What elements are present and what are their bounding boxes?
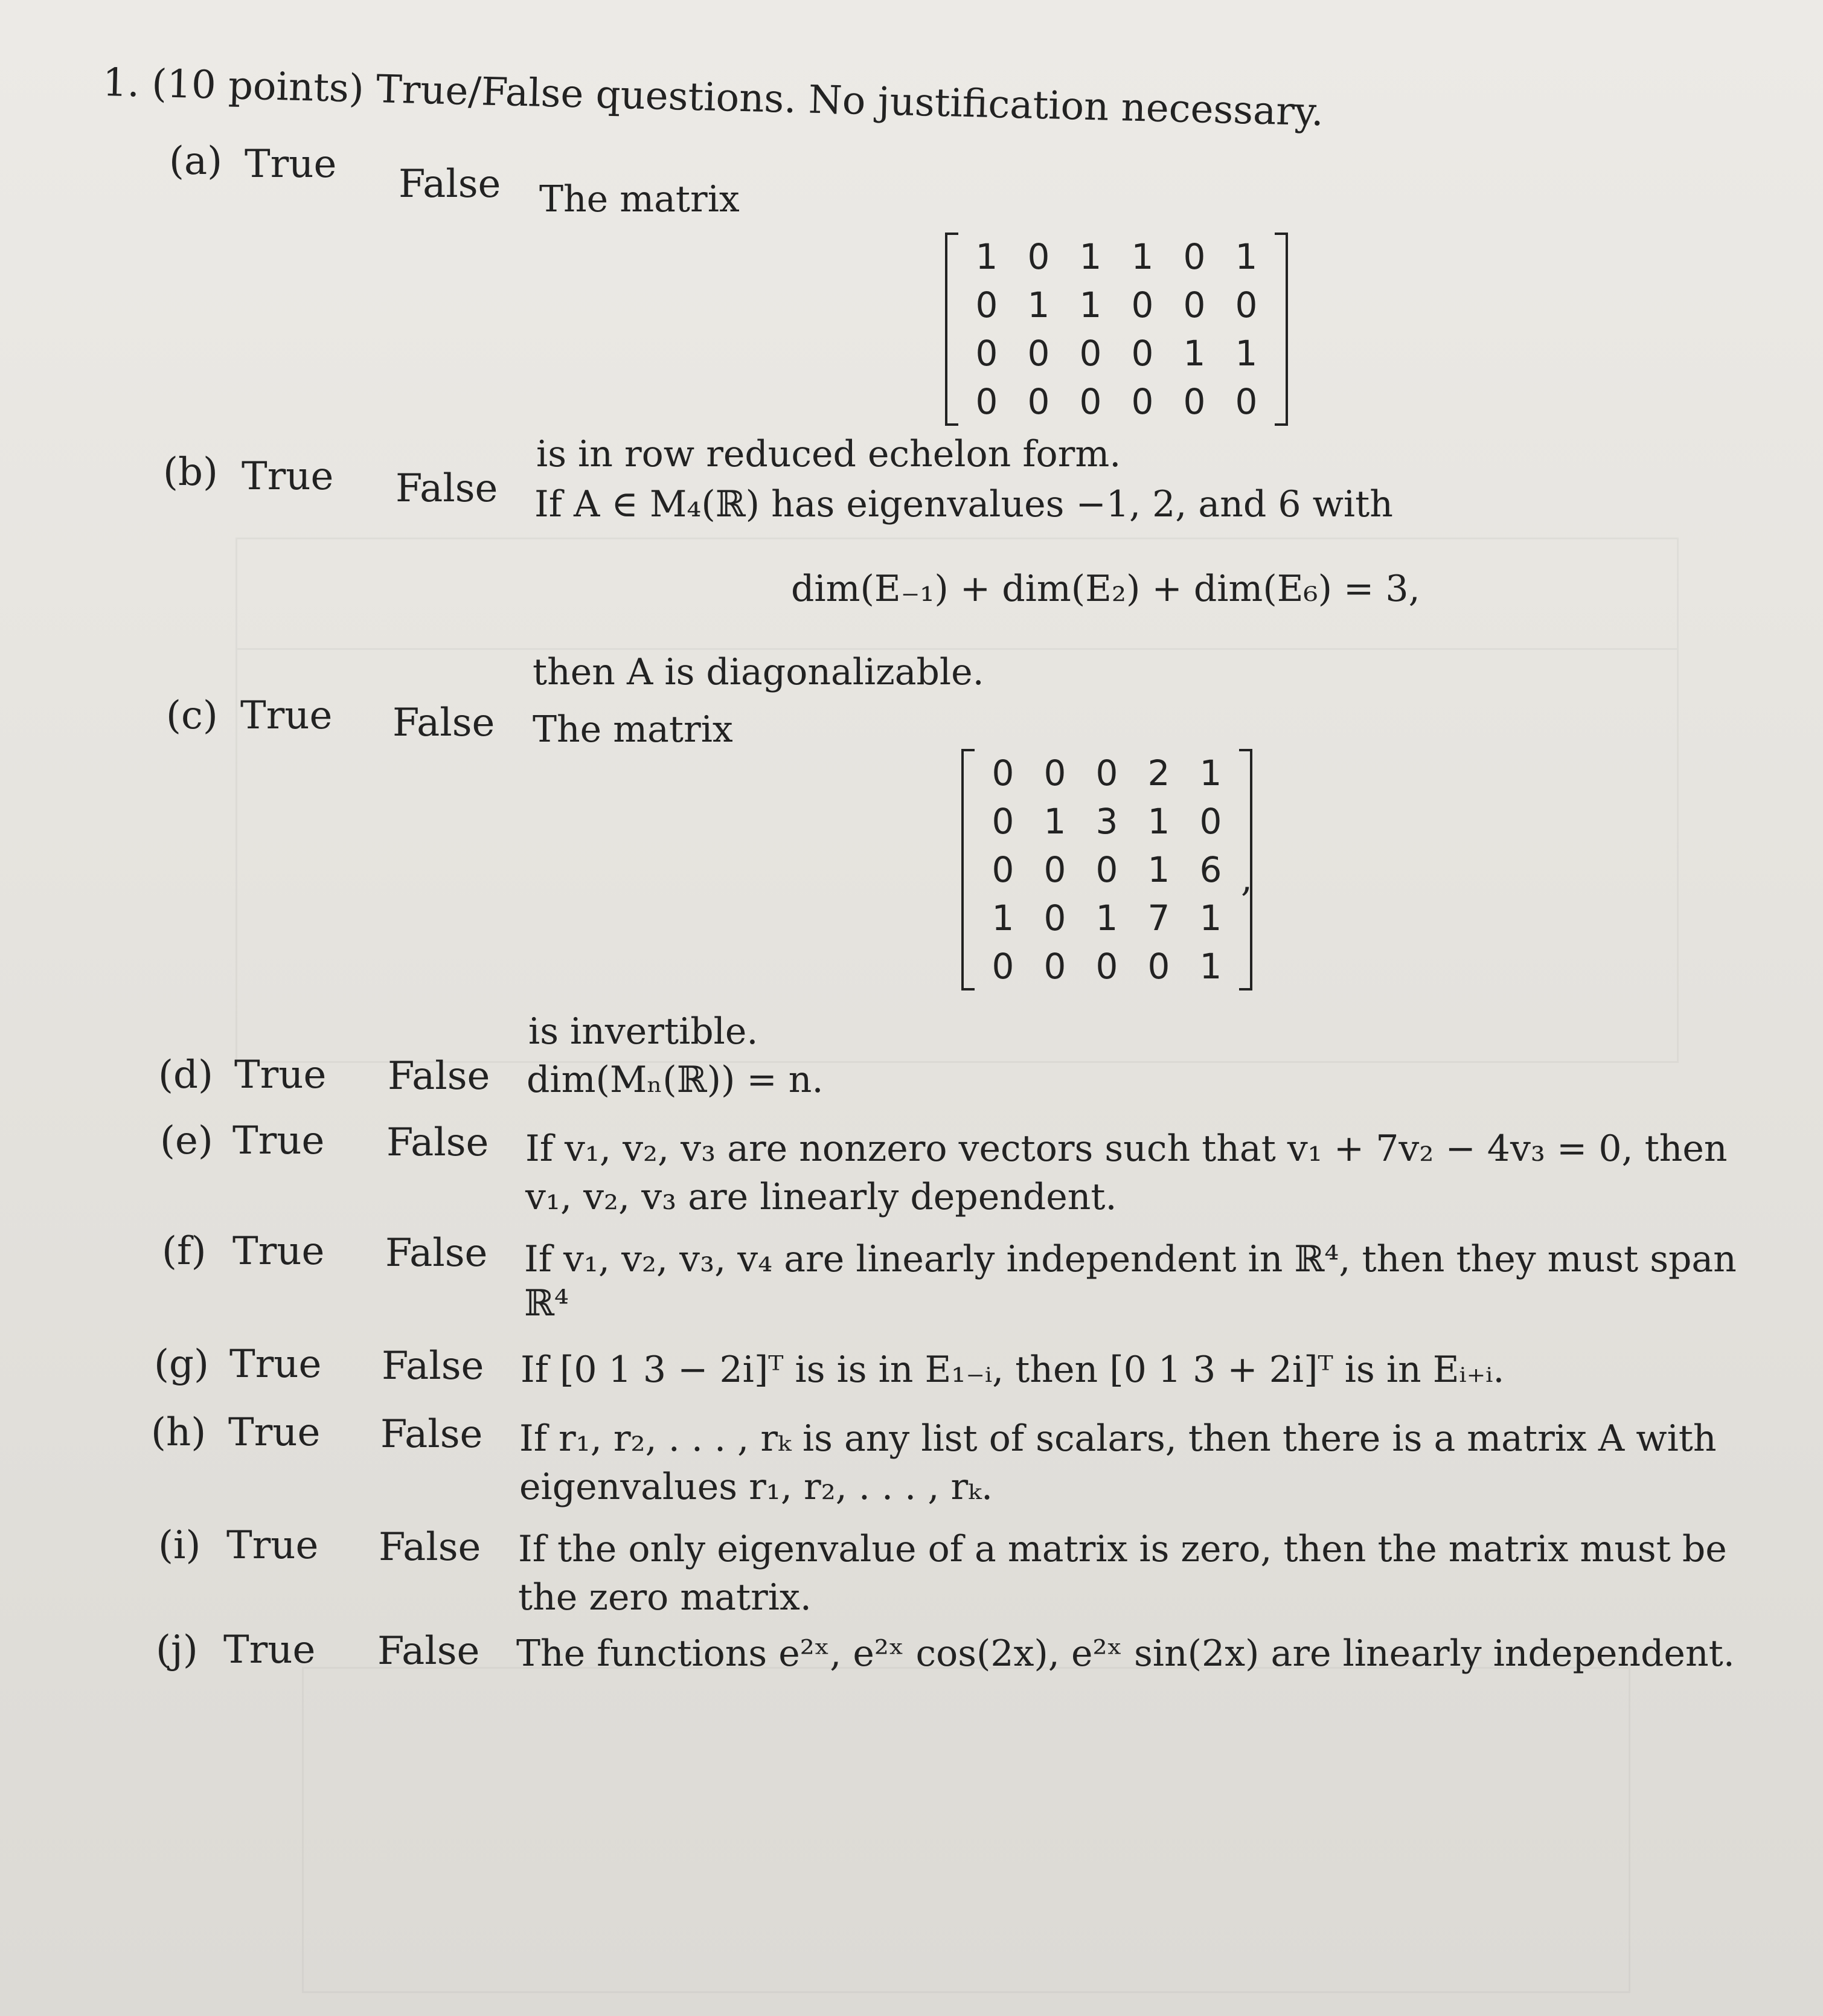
question-j-text: The functions e²ˣ, e²ˣ cos(2x), e²ˣ sin(2x) are linearly independent. bbox=[516, 1632, 1735, 1675]
question-a-matrix bbox=[945, 233, 1288, 426]
matrix-entry: 0 bbox=[1183, 284, 1206, 326]
matrix-entry: 0 bbox=[1027, 381, 1050, 422]
question-c-true-option[interactable]: True bbox=[240, 693, 333, 738]
matrix-entry: 0 bbox=[992, 849, 1014, 890]
question-e-text-2: v₁, v₂, v₃ are linearly dependent. bbox=[525, 1176, 1117, 1218]
matrix-entry: 0 bbox=[1235, 284, 1258, 326]
question-j-true-option[interactable]: True bbox=[223, 1628, 316, 1672]
question-a-text-after: is in row reduced echelon form. bbox=[536, 433, 1121, 475]
matrix-row bbox=[961, 377, 1272, 426]
question-i-text: If the only eigenvalue of a matrix is zero, then the matrix must be bbox=[518, 1528, 1727, 1570]
matrix-row bbox=[961, 281, 1272, 329]
matrix-row bbox=[977, 846, 1237, 894]
question-i-label: (i) bbox=[158, 1523, 201, 1568]
question-g-label: (g) bbox=[154, 1342, 209, 1387]
question-c-text: The matrix bbox=[533, 708, 733, 751]
matrix-entry: 0 bbox=[1043, 946, 1066, 987]
question-e-label: (e) bbox=[160, 1119, 213, 1163]
matrix-entry: 0 bbox=[1131, 284, 1154, 326]
matrix-left-bracket bbox=[945, 233, 958, 426]
question-d-true-option[interactable]: True bbox=[234, 1053, 327, 1097]
question-h-text-2: eigenvalues r₁, r₂, . . . , rₖ. bbox=[519, 1466, 993, 1508]
matrix-entry: 1 bbox=[1147, 801, 1170, 842]
matrix-entry: 0 bbox=[992, 753, 1014, 794]
question-d-text: dim(Mₙ(ℝ)) = n. bbox=[527, 1059, 824, 1101]
question-a-true-option[interactable]: True bbox=[245, 142, 337, 187]
question-e-text: If v₁, v₂, v₃ are nonzero vectors such that v₁ + 7v₂ − 4v₃ = 0, then bbox=[525, 1128, 1728, 1170]
matrix-entry: 0 bbox=[1199, 801, 1222, 842]
question-f-text-2: ℝ⁴ bbox=[524, 1282, 569, 1324]
question-b-label: (b) bbox=[163, 450, 218, 495]
matrix-entry: 0 bbox=[1027, 333, 1050, 374]
question-g-false-option[interactable]: False bbox=[382, 1344, 484, 1388]
question-d-label: (d) bbox=[158, 1053, 213, 1097]
matrix-entry: 1 bbox=[1235, 333, 1258, 374]
matrix-entry: 1 bbox=[992, 897, 1014, 939]
matrix-entry: 1 bbox=[1095, 897, 1118, 939]
matrix-entry: 1 bbox=[1027, 284, 1050, 326]
matrix-row bbox=[977, 894, 1237, 942]
matrix-row bbox=[977, 749, 1237, 797]
question-c-text-after: is invertible. bbox=[528, 1010, 758, 1053]
matrix-entry: 0 bbox=[1079, 333, 1102, 374]
matrix-entry: 0 bbox=[1131, 381, 1154, 422]
matrix-grid bbox=[977, 749, 1237, 990]
matrix-entry: 1 bbox=[975, 236, 998, 277]
matrix-entry: 1 bbox=[1199, 753, 1222, 794]
matrix-entry: 0 bbox=[1027, 236, 1050, 277]
question-b-true-option[interactable]: True bbox=[242, 454, 334, 499]
question-a-false-option[interactable]: False bbox=[399, 162, 501, 207]
matrix-entry: 1 bbox=[1079, 236, 1102, 277]
problem-title: 1. (10 points) True/False questions. No justification necessary. bbox=[102, 60, 1324, 135]
matrix-entry: 0 bbox=[1235, 381, 1258, 422]
question-h-true-option[interactable]: True bbox=[228, 1410, 321, 1455]
question-h-text: If r₁, r₂, . . . , rₖ is any list of scalars, then there is a matrix A with bbox=[519, 1417, 1717, 1460]
matrix-entry: 1 bbox=[1183, 333, 1206, 374]
matrix-entry: 0 bbox=[975, 381, 998, 422]
question-f-true-option[interactable]: True bbox=[232, 1229, 325, 1274]
matrix-entry: 1 bbox=[1235, 236, 1258, 277]
matrix-row bbox=[977, 797, 1237, 846]
matrix-entry: 1 bbox=[1131, 236, 1154, 277]
question-b-text: If A ∈ M₄(ℝ) has eigenvalues −1, 2, and 6 with bbox=[534, 483, 1393, 525]
question-f-label: (f) bbox=[162, 1229, 207, 1274]
matrix-entry: 6 bbox=[1199, 849, 1222, 890]
question-h-false-option[interactable]: False bbox=[380, 1412, 483, 1457]
bleed-through-table-lower bbox=[302, 1667, 1630, 1993]
question-c-comma: , bbox=[1241, 858, 1253, 900]
question-b-equation: dim(E₋₁) + dim(E₂) + dim(E₆) = 3, bbox=[791, 568, 1420, 610]
question-g-text: If [0 1 3 − 2i]ᵀ is is in E₁₋ᵢ, then [0 1 3 + 2i]ᵀ is in Eᵢ₊ᵢ. bbox=[521, 1349, 1505, 1391]
matrix-entry: 0 bbox=[1183, 236, 1206, 277]
matrix-entry: 0 bbox=[1147, 946, 1170, 987]
question-h-label: (h) bbox=[151, 1410, 207, 1455]
question-a-text: The matrix bbox=[539, 178, 740, 220]
matrix-entry: 1 bbox=[1199, 946, 1222, 987]
question-f-false-option[interactable]: False bbox=[385, 1231, 488, 1276]
matrix-left-bracket bbox=[961, 749, 975, 990]
matrix-entry: 0 bbox=[1079, 381, 1102, 422]
matrix-entry: 0 bbox=[1043, 849, 1066, 890]
matrix-entry: 0 bbox=[975, 284, 998, 326]
matrix-entry: 0 bbox=[1095, 849, 1118, 890]
question-e-false-option[interactable]: False bbox=[386, 1120, 489, 1165]
question-c-label: (c) bbox=[166, 693, 218, 738]
matrix-entry: 0 bbox=[1095, 753, 1118, 794]
bleed-through-table bbox=[235, 538, 1679, 1063]
matrix-row bbox=[977, 942, 1237, 990]
matrix-entry: 0 bbox=[1183, 381, 1206, 422]
matrix-entry: 0 bbox=[1043, 753, 1066, 794]
question-d-false-option[interactable]: False bbox=[388, 1054, 490, 1099]
matrix-right-bracket bbox=[1275, 233, 1288, 426]
question-f-text: If v₁, v₂, v₃, v₄ are linearly independent in ℝ⁴, then they must span bbox=[524, 1238, 1737, 1280]
matrix-grid bbox=[961, 233, 1272, 426]
question-c-matrix bbox=[961, 749, 1252, 990]
matrix-entry: 3 bbox=[1095, 801, 1118, 842]
question-j-label: (j) bbox=[156, 1628, 198, 1672]
matrix-entry: 1 bbox=[1079, 284, 1102, 326]
question-i-text-2: the zero matrix. bbox=[518, 1576, 812, 1619]
question-i-true-option[interactable]: True bbox=[226, 1523, 319, 1568]
question-c-false-option[interactable]: False bbox=[392, 701, 495, 745]
question-i-false-option[interactable]: False bbox=[379, 1525, 481, 1570]
matrix-entry: 1 bbox=[1043, 801, 1066, 842]
question-b-false-option[interactable]: False bbox=[396, 466, 498, 511]
question-b-text-2: then A is diagonalizable. bbox=[533, 651, 984, 693]
matrix-entry: 1 bbox=[1147, 849, 1170, 890]
matrix-entry: 2 bbox=[1147, 753, 1170, 794]
matrix-row bbox=[961, 329, 1272, 377]
question-j-false-option[interactable]: False bbox=[377, 1629, 480, 1674]
matrix-entry: 7 bbox=[1147, 897, 1170, 939]
matrix-entry: 0 bbox=[1095, 946, 1118, 987]
matrix-row bbox=[961, 233, 1272, 281]
matrix-entry: 1 bbox=[1199, 897, 1222, 939]
matrix-entry: 0 bbox=[1131, 333, 1154, 374]
question-e-true-option[interactable]: True bbox=[232, 1119, 325, 1163]
question-a-label: (a) bbox=[169, 139, 223, 184]
matrix-entry: 0 bbox=[975, 333, 998, 374]
matrix-entry: 0 bbox=[992, 946, 1014, 987]
matrix-entry: 0 bbox=[992, 801, 1014, 842]
question-g-true-option[interactable]: True bbox=[229, 1342, 322, 1387]
matrix-entry: 0 bbox=[1043, 897, 1066, 939]
